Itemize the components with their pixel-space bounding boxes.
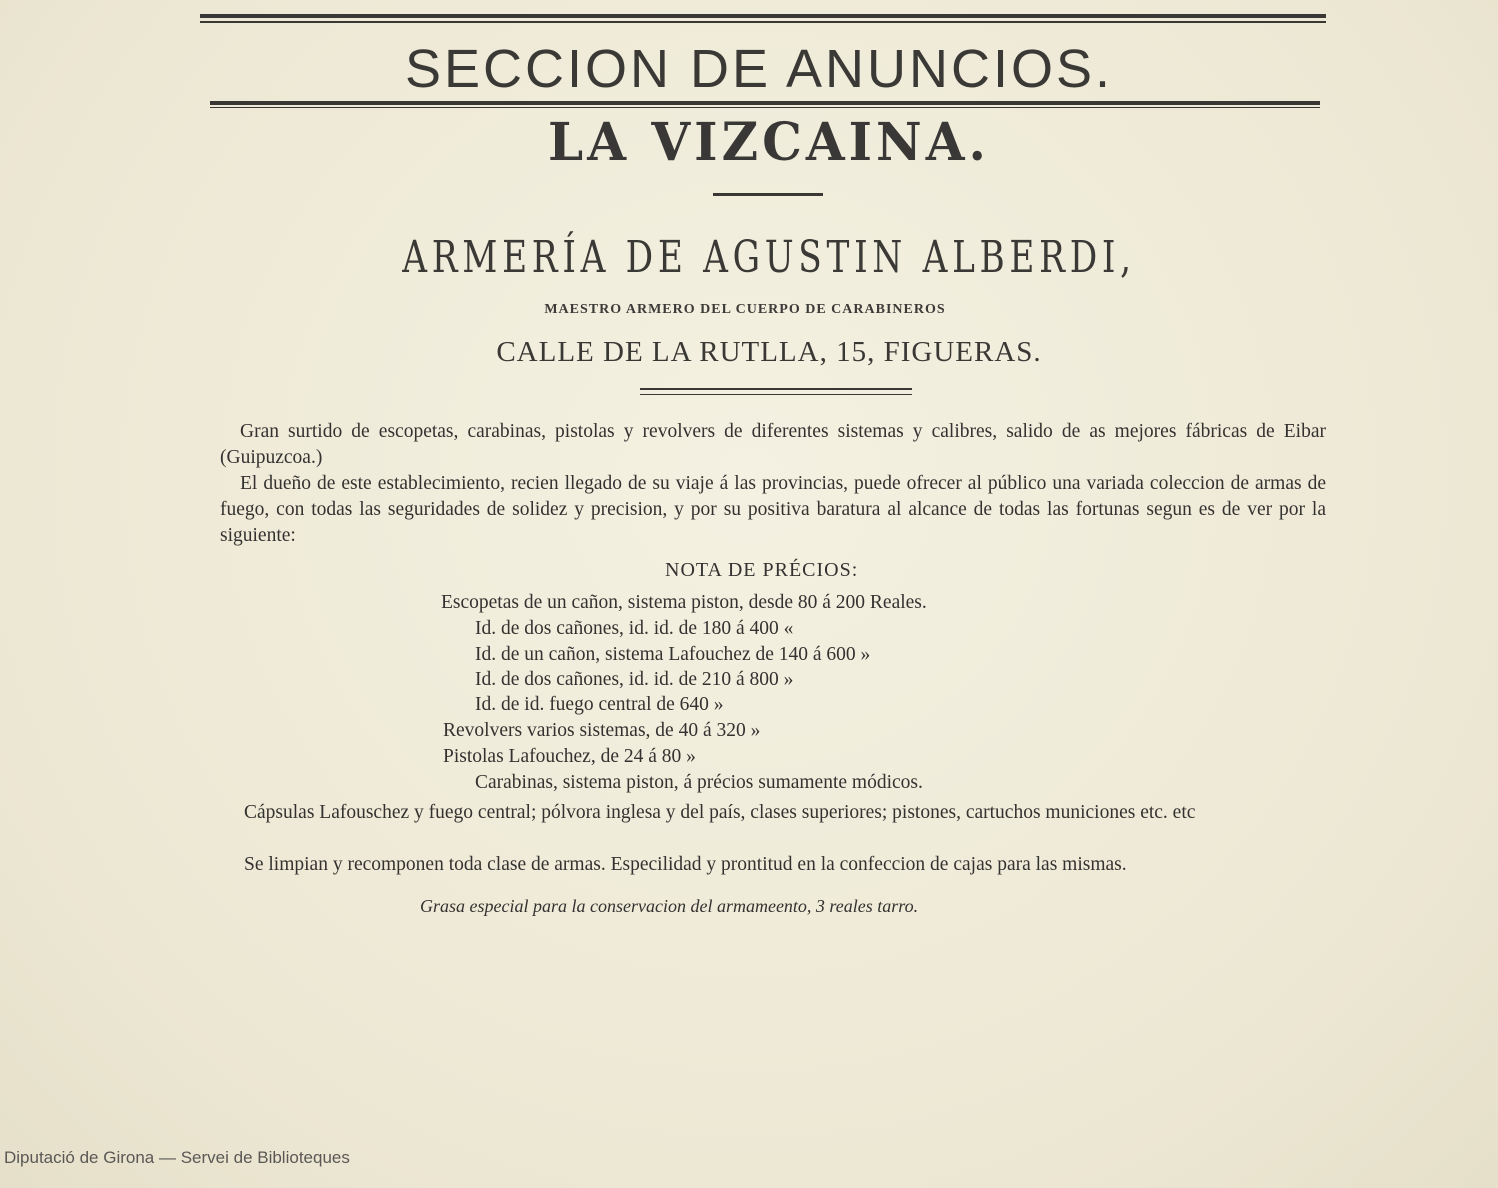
- owner-paragraph: El dueño de este establecimiento, recien llegado de su viaje á las provincias, puede ofrecer al público una variada coleccion de armas de fuego, con todas las seguridades de solidez y precision, y por su positiva baratura al alcance de todas las fortunas segun es de ver por la siguiente:: [220, 473, 1326, 546]
- top-rule: [200, 14, 1326, 18]
- section-title: SECCION DE ANUNCIOS.: [404, 39, 1114, 99]
- price-line: Id. de un cañon, sistema Lafouchez de 140 á 600 »: [475, 644, 871, 665]
- section-rule: [210, 101, 1320, 105]
- brand-name: LA VIZCAINA.: [548, 110, 990, 173]
- price-line: Revolvers varios sistemas, de 40 á 320 »: [443, 720, 761, 741]
- brand-divider: [713, 193, 823, 196]
- grease-note: Grasa especial para la conservacion del armameento, 3 reales tarro.: [420, 896, 919, 916]
- price-line: Carabinas, sistema piston, á précios sumamente módicos.: [475, 772, 923, 793]
- supplies-paragraph: Cápsulas Lafouschez y fuego central; pólvora inglesa y del país, clases superiores; pistones, cartuchos municiones etc. etc: [244, 802, 1196, 823]
- section-rule-thin: [210, 107, 1320, 108]
- price-line: Escopetas de un cañon, sistema piston, desde 80 á 200 Reales.: [441, 592, 927, 613]
- library-credit: Diputació de Girona — Servei de Biblioteques: [4, 1148, 350, 1167]
- intro-paragraph: Gran surtido de escopetas, carabinas, pistolas y revolvers de diferentes sistemas y calibres, salido de as mejores fábricas de Eibar (Guipuzcoa.): [220, 421, 1326, 468]
- price-line: Id. de id. fuego central de 640 »: [475, 694, 724, 715]
- shop-address: CALLE DE LA RUTLLA, 15, FIGUERAS.: [496, 336, 1042, 368]
- price-line: Pistolas Lafouchez, de 24 á 80 »: [443, 746, 696, 767]
- address-divider: [640, 388, 912, 390]
- price-list-title: NOTA DE PRÉCIOS:: [665, 559, 859, 581]
- address-divider-thin: [640, 394, 912, 395]
- repairs-paragraph: Se limpian y recomponen toda clase de armas. Especilidad y prontitud en la confeccion de cajas para las mismas.: [244, 854, 1127, 875]
- price-line: Id. de dos cañones, id. id. de 180 á 400 «: [475, 618, 794, 639]
- shop-subtitle: MAESTRO ARMERO DEL CUERPO DE CARABINEROS: [544, 302, 946, 317]
- shop-name: ARMERÍA DE AGUSTIN ALBERDI,: [402, 232, 1136, 283]
- price-line: Id. de dos cañones, id. id. de 210 á 800 »: [475, 669, 794, 690]
- top-rule-thin: [200, 21, 1326, 23]
